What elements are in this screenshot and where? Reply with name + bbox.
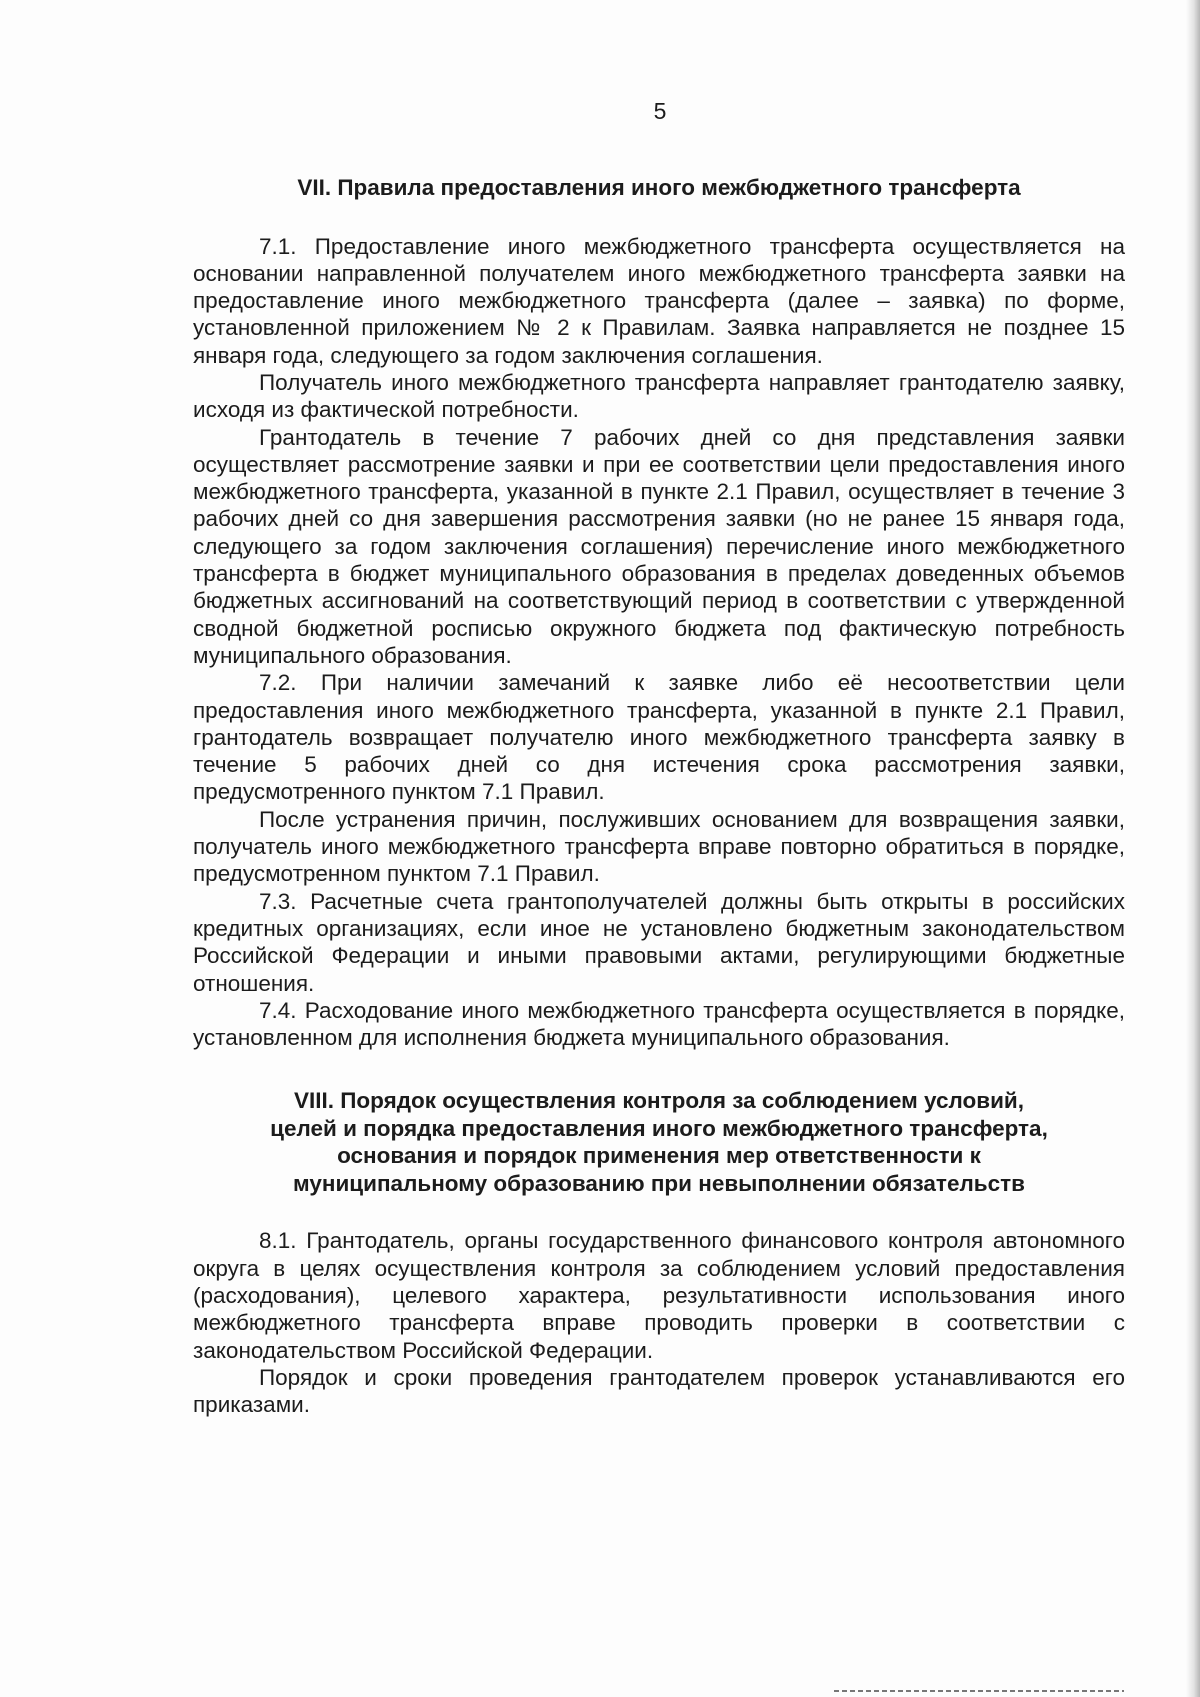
section-8-title-line: целей и порядка предоставления иного межбюджетного трансферта, <box>270 1115 1048 1141</box>
paragraph-8-1-inspections: Порядок и сроки проведения грантодателем проверок устанавливаются его приказами. <box>193 1364 1125 1418</box>
section-8-title <box>193 1087 1125 1197</box>
paragraph-7-4: 7.4. Расходование иного межбюджетного трансферта осуществляется в порядке, установленном для исполнения бюджета муниципального образования. <box>193 997 1125 1051</box>
page-number: 5 <box>653 98 667 124</box>
section-7-title: VII. Правила предоставления иного межбюджетного трансферта <box>297 175 1021 200</box>
paragraph-7-1-recipient: Получатель иного межбюджетного трансферта направляет грантодателю заявку, исходя из фактической потребности. <box>193 369 1125 423</box>
paragraph-8-1: 8.1. Грантодатель, органы государственного финансового контроля автономного округа в целях осуществления контроля за соблюдением условий предоставления (расходования), целевого характера, результативности использования иного межбюджетного трансферта вправе проводить проверки в соответствии с законодательством Российской Федерации. <box>193 1228 1125 1363</box>
document-body <box>193 174 1125 1418</box>
paragraph-7-2: 7.2. При наличии замечаний к заявке либо её несоответствии цели предоставления иного межбюджетного трансферта, указанной в пункте 2.1 Правил, грантодатель возвращает получателю иного межбюджетного трансферта заявку в течение 5 рабочих дней со дня истечения срока рассмотрения заявки, предусмотренного пунктом 7.1 Правил. <box>193 670 1125 805</box>
paragraph-7-1-grantor: Грантодатель в течение 7 рабочих дней со дня представления заявки осуществляет рассмотрение заявки и при ее соответствии цели предоставления иного межбюджетного трансферта, указанной в пункте 2.1 Правил, осуществляет в течение 3 рабочих дней со дня завершения рассмотрения заявки (но не ранее 15 января года, следующего за годом заключения соглашения) перечисление иного межбюджетного трансферта в бюджет муниципального образования в пределах доведенных объемов бюджетных ассигнований на соответствующий период в соответствии с утвержденной сводной бюджетной росписью окружного бюджета под фактическую потребность муниципального образования. <box>193 424 1125 668</box>
section-8-title-line: основания и порядок применения мер ответственности к <box>337 1143 981 1169</box>
paragraph-7-1: 7.1. Предоставление иного межбюджетного трансферта осуществляется на основании направленной получателем иного межбюджетного трансферта заявки на предоставление иного межбюджетного трансферта (далее – заявка) по форме, установленной приложением № 2 к Правилам. Заявка направляется не позднее 15 января года, следующего за годом заключения соглашения. <box>193 233 1125 368</box>
paragraph-7-2-resubmission: После устранения причин, послуживших основанием для возвращения заявки, получатель иного межбюджетного трансферта вправе повторно обратиться в порядке, предусмотренном пунктом 7.1 Правил. <box>193 806 1125 887</box>
paragraph-7-3: 7.3. Расчетные счета грантополучателей должны быть открыты в российских кредитных организациях, если иное не установлено бюджетным законодательством Российской Федерации и иными правовыми актами, регулирующими бюджетные отношения. <box>193 888 1125 996</box>
scan-footer-mark <box>834 1690 1124 1692</box>
section-8-title-line: VIII. Порядок осуществления контроля за соблюдением условий, <box>293 1088 1024 1114</box>
section-8-title-line: муниципальному образованию при невыполнении обязательств <box>293 1170 1025 1196</box>
page-edge-shadow <box>1186 0 1200 1697</box>
